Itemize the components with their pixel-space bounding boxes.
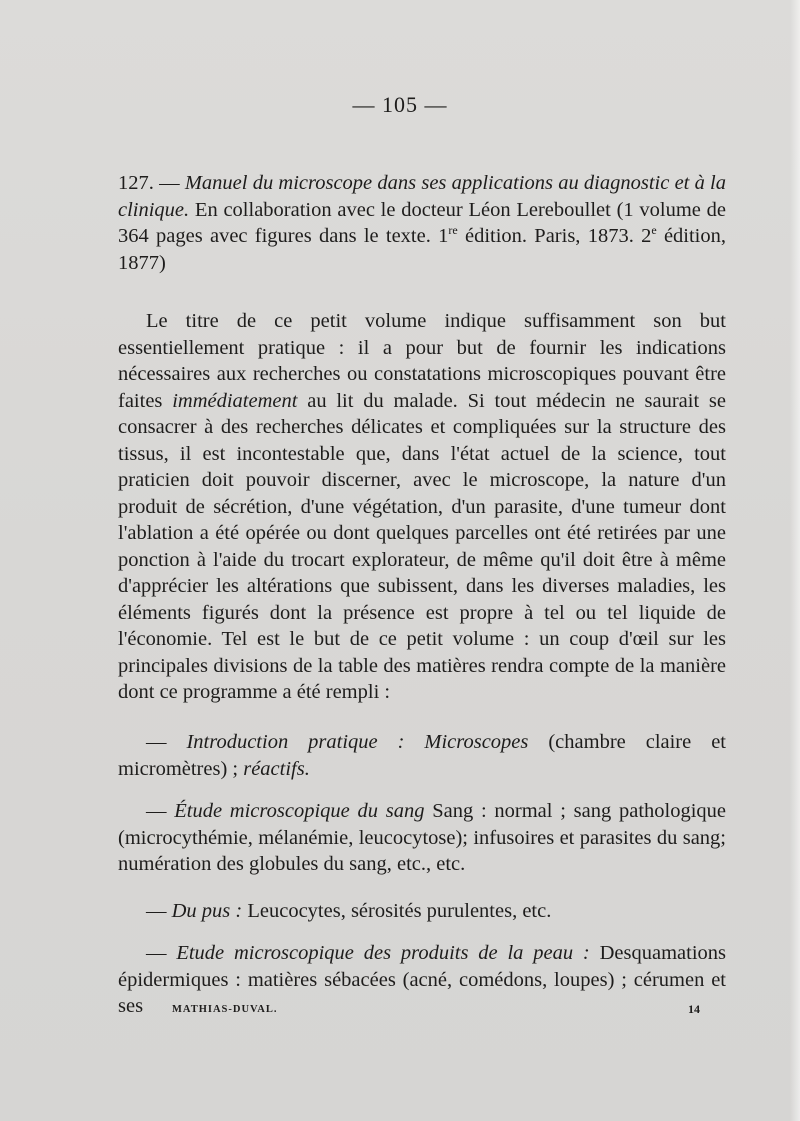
section-title: Étude microscopique du sang: [174, 800, 425, 822]
entry-superscript-1: re: [448, 223, 458, 238]
main-paragraph-text-before: Le titre de ce petit volume indique suffisamment son but essentiellement pratique : il a pour but de fournir les indications nécessaires aux recherches ou constatations microscopiques pouvant être faites: [118, 310, 726, 412]
main-paragraph: [118, 308, 726, 706]
page-edge: [790, 0, 800, 1121]
section-title: Du pus :: [171, 900, 243, 922]
entry-dash: —: [159, 172, 180, 194]
section-pus: [118, 898, 726, 925]
entry-text-1: En collaboration avec le docteur Léon Lereboullet (1 volume de 364 pages avec figures dans le texte. 1: [118, 198, 726, 247]
entry-superscript-2: e: [651, 223, 657, 238]
section-blood: [118, 798, 726, 878]
main-paragraph-text-after: au lit du malade. Si tout médecin ne saurait se consacrer à des recherches délicates et compliquées sur la structure des tissus, il est incontestable que, dans l'état actuel de la science, tout praticien doit pouvoir discerner, avec le microscope, la nature d'un produit de sécrétion, d'une végétation, d'un parasite, d'une tumeur dont l'ablation a été opérée ou dont quelques parcelles ont été retirées par une ponction à l'aide du trocart explorateur, de même qu'il doit être à même d'apprécier les altérations que subissent, dans les diverses maladies, les éléments figurés dont la présence est propre à tel ou tel liquide de l'économie. Tel est le but de ce petit volume : un coup d'œil sur les principales divisions de la table des matières rendra compte de la manière dont ce programme a été rempli :: [118, 389, 726, 703]
section-introduction: [118, 729, 726, 782]
entry-text-2: édition. Paris, 1873. 2: [457, 225, 652, 247]
section-text: Leucocytes, sérosités purulentes, etc.: [242, 900, 552, 922]
section-dash: —: [146, 731, 187, 753]
entry-text-3: édition, 1877): [118, 225, 727, 274]
entry-number: 127.: [118, 172, 154, 194]
entry-title: Manuel du microscope dans ses applications au diagnostic et à la clinique.: [118, 172, 727, 221]
page-number: — 105 —: [352, 92, 448, 117]
footer-author: MATHIAS-DUVAL.: [172, 1004, 278, 1015]
section-text: Desquamations épidermiques : matières sébacées (acné, comédons, loupes) ; cérumen et ses: [118, 942, 726, 1017]
section-title: Etude microscopique des produits de la peau :: [176, 942, 590, 964]
section-text: (chambre claire et micromètres) ;: [118, 731, 726, 780]
section-title: Introduction pratique : Microscopes: [186, 731, 529, 753]
section-text: Sang : normal ; sang pathologique (microcythémie, mélanémie, leucocytose); infusoires et parasites du sang; numération des globules du sang, etc., etc.: [118, 800, 727, 875]
main-paragraph-italic: immédiatement: [172, 389, 298, 412]
section-title-2: réactifs.: [243, 757, 310, 780]
section-dash: —: [146, 800, 175, 822]
bibliography-entry: [118, 170, 726, 276]
section-dash: —: [146, 900, 172, 922]
footer-signature: 14: [688, 1002, 700, 1016]
section-dash: —: [146, 942, 177, 964]
